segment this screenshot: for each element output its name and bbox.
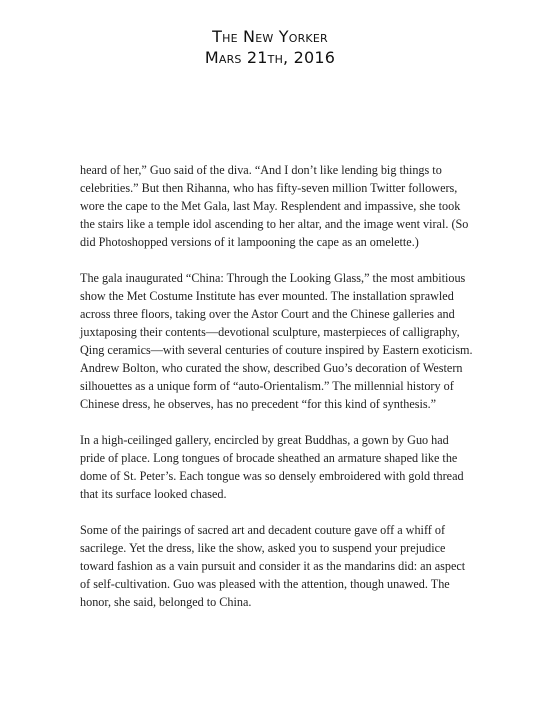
text-line: Chinese dress, he observes, has no precedent “for this kind of synthesis.” — [80, 397, 437, 411]
text-line: Some of the pairings of sacred art and decadent couture gave off a whiff of — [80, 523, 446, 537]
publication-title: The New Yorker — [212, 27, 328, 46]
text-line: the stairs like a temple idol ascending to her altar, and the image went viral. (So — [80, 217, 469, 231]
text-line: Qing ceramics—with several centuries of couture inspired by Eastern exoticism. — [80, 343, 473, 357]
text-line: wore the cape to the Met Gala, last May. Resplendent and impassive, she took — [80, 199, 461, 213]
text-line: heard of her,” Guo said of the diva. “And I don’t like lending big things to — [80, 163, 442, 177]
text-line: honor, she said, belonged to China. — [80, 595, 252, 609]
text-line: across three floors, taking over the Astor Court and the Chinese galleries and — [80, 307, 455, 321]
text-line: sacrilege. Yet the dress, like the show, asked you to suspend your prejudice — [80, 541, 446, 555]
text-line: toward fashion as a vain pursuit and consider it as the mandarins did: an aspect — [80, 559, 466, 573]
paragraph — [80, 521, 500, 611]
paragraph — [80, 431, 500, 503]
text-line: juxtaposing their contents—devotional sculpture, masterpieces of calligraphy, — [80, 325, 460, 339]
text-line: that its surface looked chased. — [80, 487, 227, 501]
masthead — [0, 26, 540, 68]
text-line: In a high-ceilinged gallery, encircled by great Buddhas, a gown by Guo had — [80, 433, 449, 447]
paragraph — [80, 161, 500, 251]
text-line: pride of place. Long tongues of brocade sheathed an armature shaped like the — [80, 451, 458, 465]
text-line: The gala inaugurated “China: Through the Looking Glass,” the most ambitious — [80, 271, 466, 285]
text-line: of self-cultivation. Guo was pleased with the attention, though unawed. The — [80, 577, 450, 591]
paragraph — [80, 269, 500, 413]
article-body — [80, 161, 500, 629]
text-line: did Photoshopped versions of it lampooning the cape as an omelette.) — [80, 235, 419, 249]
text-line: Andrew Bolton, who curated the show, described Guo’s decoration of Western — [80, 361, 463, 375]
text-line: dome of St. Peter’s. Each tongue was so densely embroidered with gold thread — [80, 469, 464, 483]
issue-date: Mars 21th, 2016 — [204, 48, 336, 67]
text-line: silhouettes as a unique form of “auto-Orientalism.” The millennial history of — [80, 379, 454, 393]
text-line: celebrities.” But then Rihanna, who has fifty-seven million Twitter followers, — [80, 181, 458, 195]
text-line: show the Met Costume Institute has ever mounted. The installation sprawled — [80, 289, 454, 303]
